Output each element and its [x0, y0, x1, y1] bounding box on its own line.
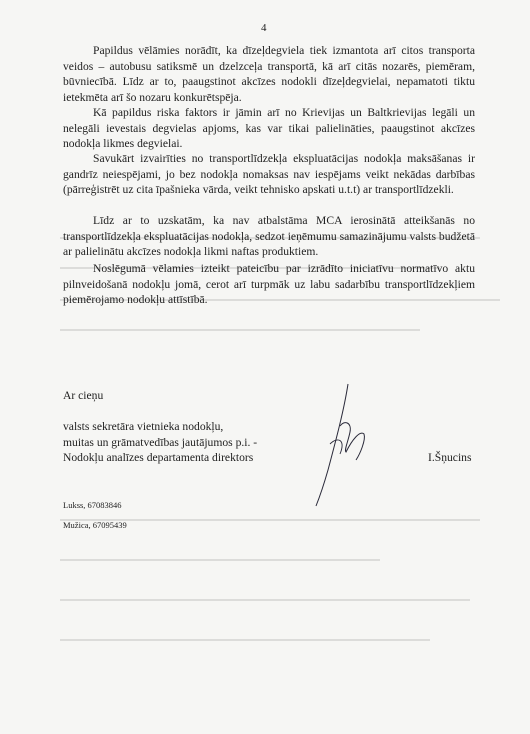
paragraph-tax-avoidance: Savukārt izvairīties no transportlīdzekļa ekspluatācijas nodokļa maksāšanas ir gandrīz neiespējami, jo bez nodokļa nomaksas nav iespējams veikt nekādas darbības (pārreģistrēt uz cita īpašnieka vārda, veikt tehnisko apskati u.t.t) ar transportlīdzekli. [63, 152, 475, 197]
paragraph-risk-factor: Kā papildus riska faktors ir jāmin arī no Krievijas un Baltkrievijas legāli un nelegāli ievestais degvielas apjoms, kas var tikai palielināties, paaugstinot akcīzes nodokļa likmes degvielai. [63, 106, 475, 151]
signatory-title [63, 419, 293, 466]
signatory-title-line: valsts sekretāra vietnieka nodokļu, [63, 420, 224, 433]
signatory-title-line: muitas un grāmatvedības jautājumos p.i. - [63, 435, 258, 449]
paragraph-gratitude: Noslēgumā vēlamies izteikt pateicību par izrādīto iniciatīvu normatīvo aktu pilnveidošanā nodokļu jomā, cerot arī turpmāk uz labu sadarbību transportlīdzekļiem piemērojamo nodokļu attīstībā. [63, 262, 475, 307]
paragraph-diesel-usage: Papildus vēlāmies norādīt, ka dīzeļdegviela tiek izmantota arī citos transporta veidos – autobusu satiksmē un dzelzceļa transportā, kā arī citās nozarēs, piemēram, būvniecībā. Līdz ar to, paaugstinot akcīzes nodokli dīzeļdegvielai, nepamatoti tiktu ietekmēta arī šo nozaru konkurētspēja. [63, 44, 475, 104]
handwritten-signature [300, 380, 390, 510]
paragraph-conclusion: Līdz ar to uzskatām, ka nav atbalstāma MCA ierosinātā atteikšanās no transportlīdzekļa ekspluatācijas nodokļa, sedzot ieņēmumu samazinājumu valsts budžetā ar palielinātu akcīzes nodokļa likmi naftas produktiem. [63, 214, 475, 259]
contact-line: Lukss, 67083846 [63, 500, 122, 510]
contact-line: Mužica, 67095439 [63, 520, 127, 530]
closing-salutation: Ar cieņu [63, 389, 104, 402]
signatory-title-line: Nodokļu analīzes departamenta direktors [63, 451, 254, 465]
signatory-name: I.Šņucins [428, 451, 472, 464]
page-number: 4 [261, 22, 267, 34]
